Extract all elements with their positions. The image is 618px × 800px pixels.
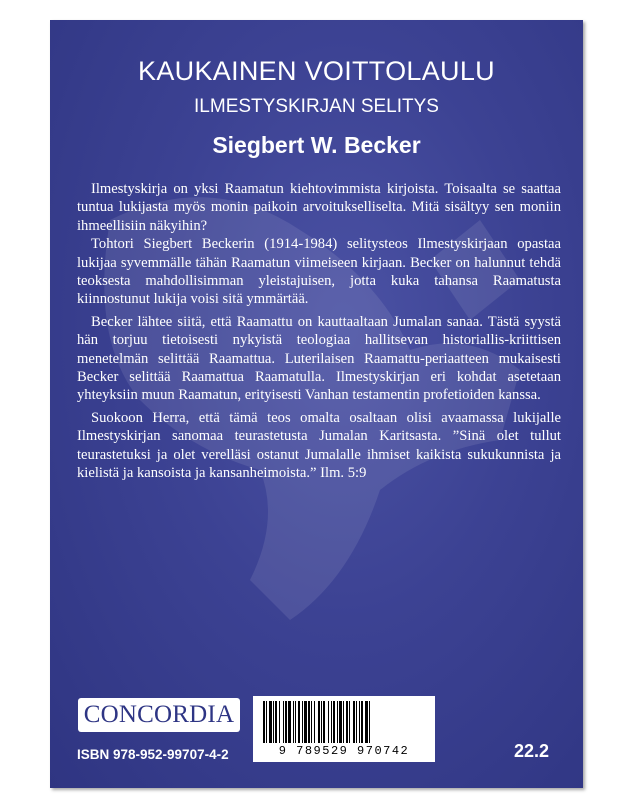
barcode-bar [302, 701, 303, 743]
barcode-bar [298, 701, 300, 743]
isbn-barcode [253, 696, 435, 762]
barcode-bar [318, 701, 320, 743]
price-code: 22.2 [513, 741, 549, 761]
book-subtitle: ILMESTYSKIRJAN SELITYS [194, 96, 439, 117]
barcode-bar [337, 701, 338, 743]
barcode-bar [346, 701, 348, 743]
barcode-bar [263, 701, 265, 743]
barcode-bar [339, 701, 342, 743]
barcode-bar [361, 701, 363, 743]
barcode-bar [275, 701, 277, 743]
barcode-bar [314, 701, 315, 743]
barcode-bar [321, 701, 322, 743]
barcode-bar [308, 701, 310, 743]
barcode-bar [365, 701, 368, 743]
barcode-bar [369, 701, 370, 743]
barcode-bar [333, 701, 335, 743]
barcode-bar [328, 701, 329, 743]
barcode-number: 9 789529 970742 [278, 744, 410, 758]
barcode-bar [273, 701, 274, 743]
book-author: Siegbert W. Becker [212, 132, 421, 158]
barcode-bar [349, 701, 350, 743]
barcode-bars-icon [263, 701, 425, 743]
barcode-bar [283, 701, 284, 743]
blurb-paragraph: Becker lähtee siitä, että Raamattu on kauttaaltaan Jumalan sanaa. Tästä syystä hän torjuu tietoisesti nykyistä teologiaa hallitsevan historiallis-kriittisen menetelmän selittää Raamattua. Luterilaisen Raamattu-periaatteen mukaisesti Becker selittää Raamattua Raamatulla. Ilmestyskirjan eri kohdat asetetaan yhteyksiin muun Raamatun, erityisesti Vanhan testamentin profetioiden kanssa. [77, 313, 561, 404]
book-title: KAUKAINEN VOITTOLAULU [138, 56, 495, 86]
barcode-bar [343, 701, 344, 743]
barcode-bar [353, 701, 355, 743]
blurb-paragraph: Tohtori Siegbert Beckerin (1914-1984) selitysteos Ilmestyskirjaan opastaa lukijaa syvemmälle tähän Raamatun viimeiseen kirjaan. Becker on halunnut tehdä teoksesta mahdollisimman yleistajuisen, jotta kuka tahansa Raamatusta kiinnostunut lukija voisi sitä ymmärtää. [77, 236, 561, 308]
barcode-bar [331, 701, 332, 743]
barcode-bar [295, 701, 296, 743]
barcode-bar [311, 701, 312, 743]
barcode-bar [266, 701, 267, 743]
barcode-bar [356, 701, 357, 743]
barcode-bar [359, 701, 360, 743]
barcode-bar [288, 701, 291, 743]
barcode-bar [285, 701, 287, 743]
barcode-bar [323, 701, 325, 743]
barcode-bar [279, 701, 280, 743]
blurb-paragraph: Ilmestyskirja on yksi Raamatun kiehtovimmista kirjoista. Toisaalta se saattaa tuntua lukijasta myös monin paikoin arvoitukselliselta. Mitä sisältyy sen moniin ihmeellisiin näkyihin? [77, 181, 561, 234]
publisher-logo: CONCORDIA [78, 698, 240, 732]
book-back-cover [50, 20, 583, 788]
barcode-bar [293, 701, 294, 743]
isbn-text: ISBN 978-952-99707-4-2 [77, 747, 229, 762]
blurb-text [77, 180, 561, 483]
barcode-bar [304, 701, 307, 743]
barcode-bar [269, 701, 272, 743]
blurb-paragraph: Suokoon Herra, että tämä teos omalta osaltaan olisi avaamassa lukijalle Ilmestyskirjan sanomaa teurastetusta Jumalan Karitsasta. ”Sinä olet tullut teurastetuksi ja olet verelläsi ostanut Jumalalle ihmiset kaikista sukukunnista ja kielistä ja kansoista ja kansanheimoista.” Ilm. 5:9 [77, 409, 561, 482]
